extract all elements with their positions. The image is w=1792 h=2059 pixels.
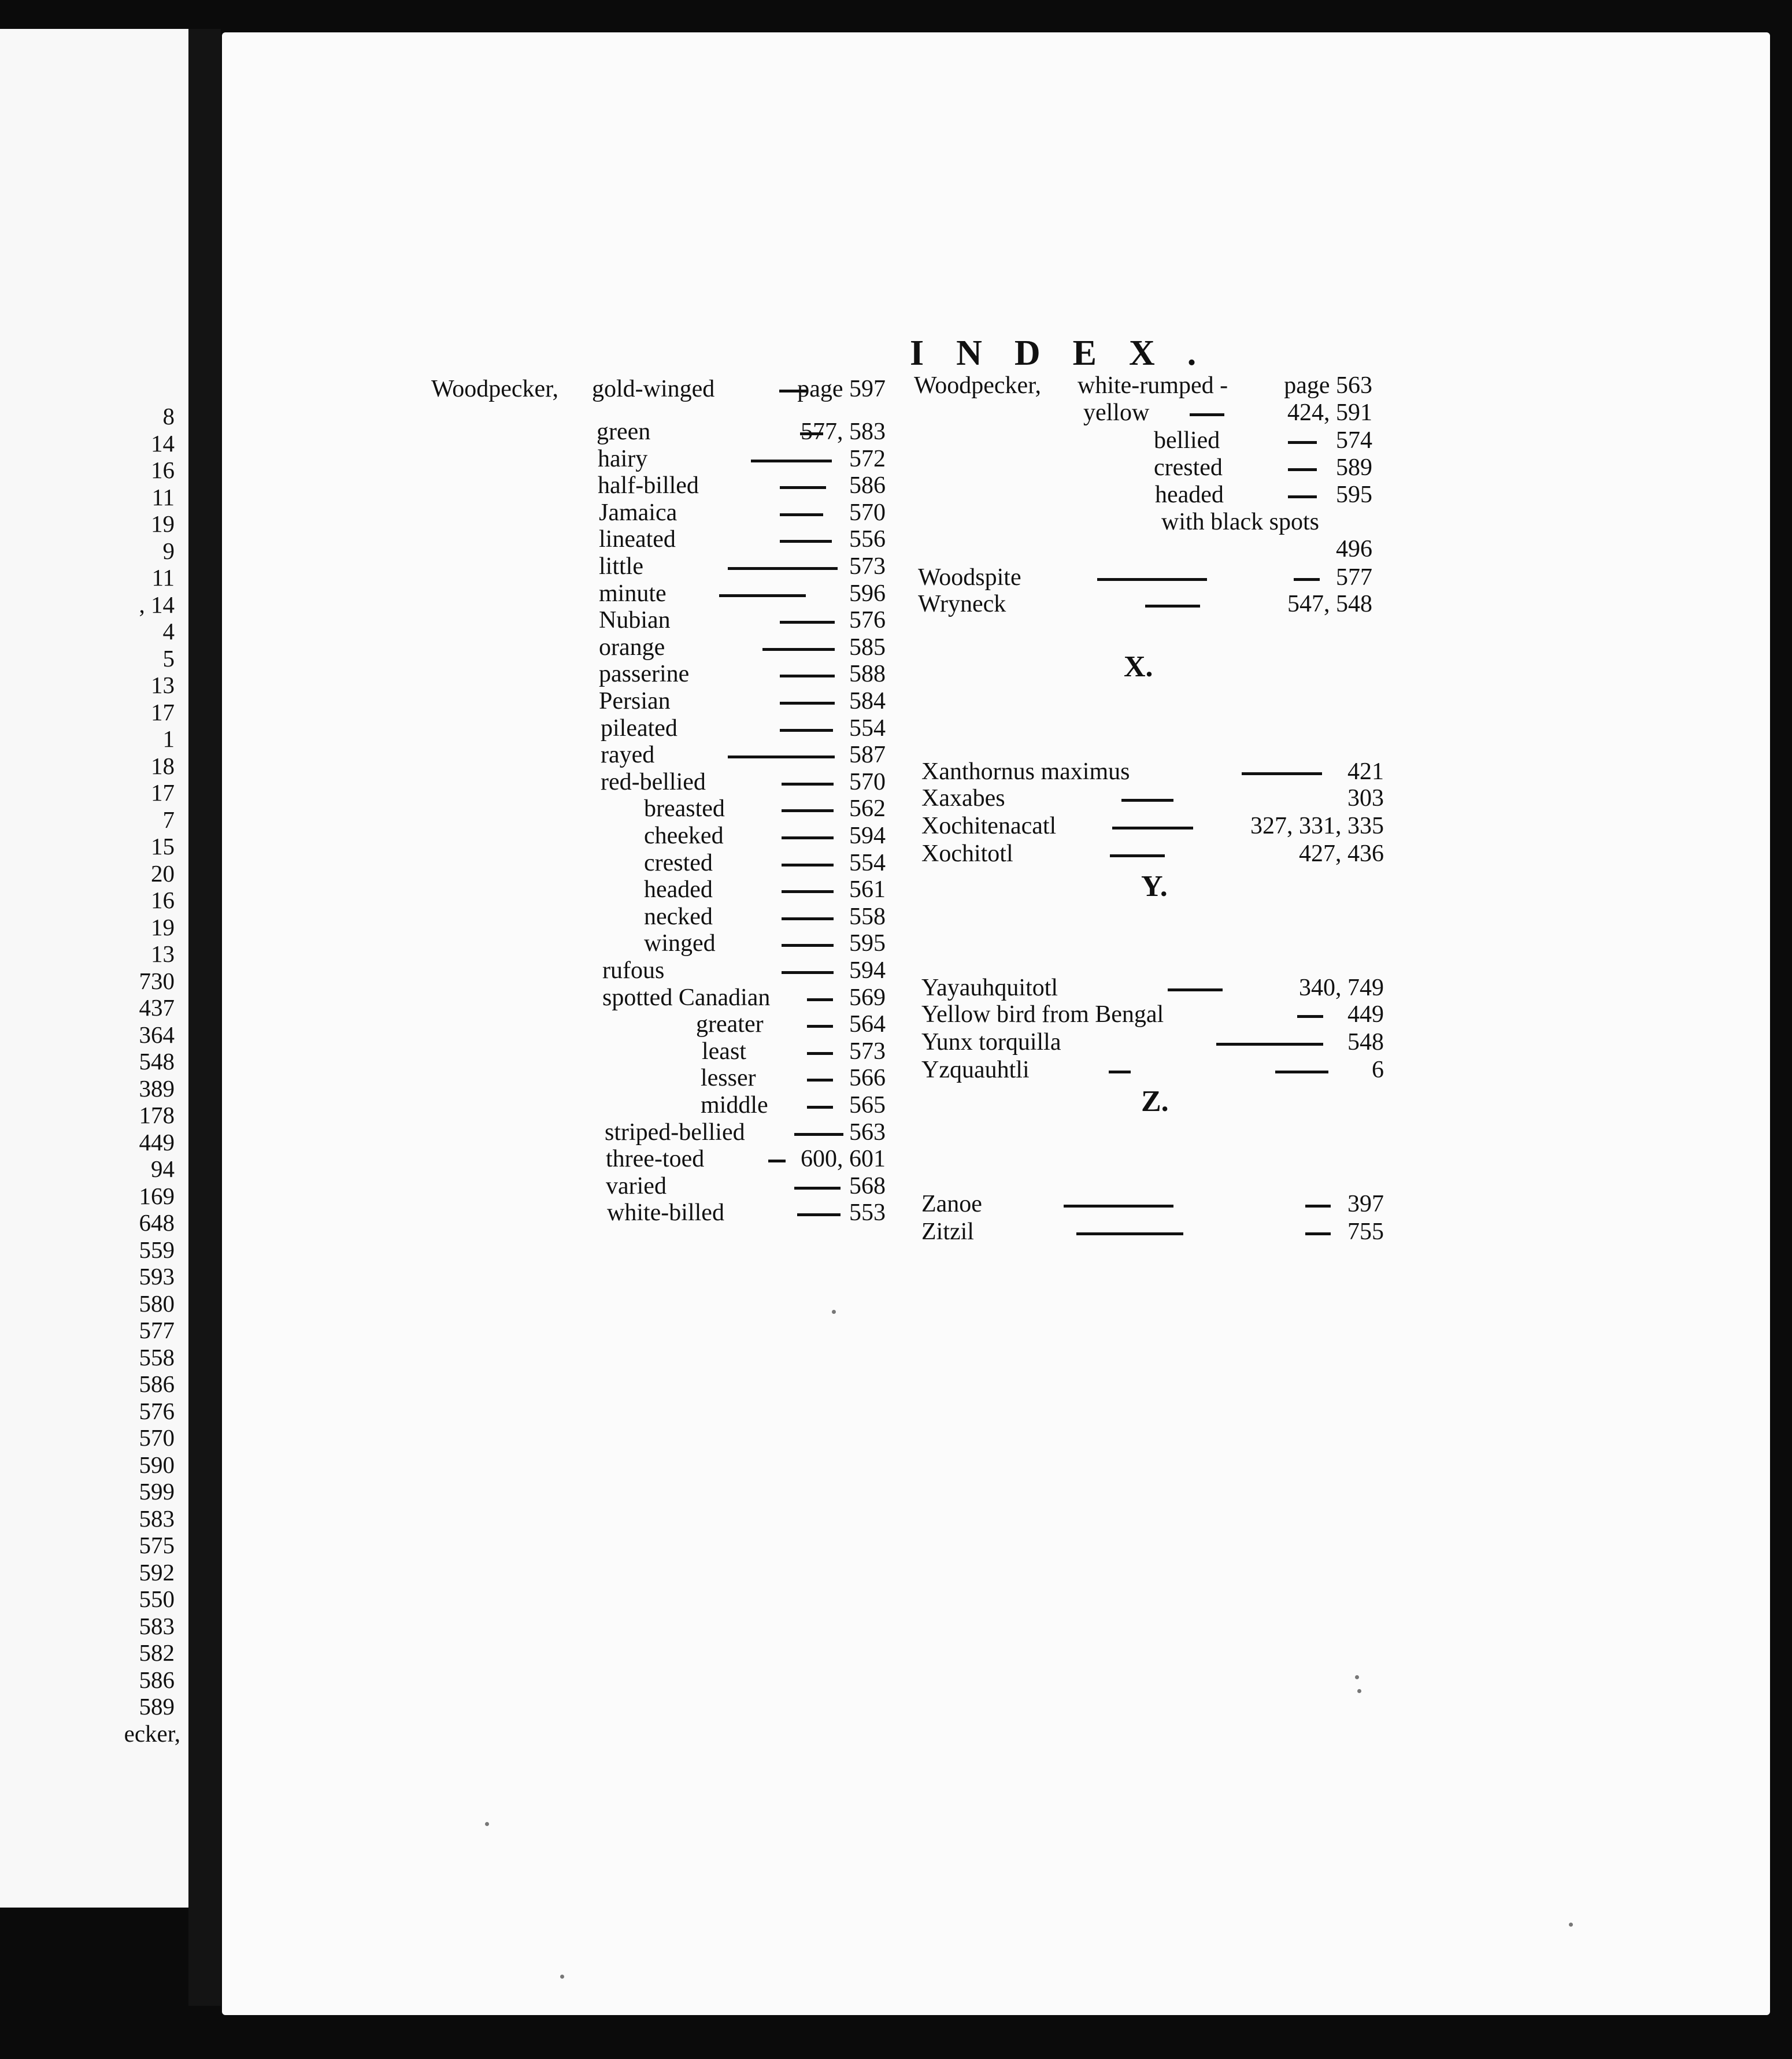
index-entry-label: red-bellied — [601, 768, 706, 795]
leader-dash — [762, 648, 835, 651]
paper-speck — [1355, 1675, 1359, 1679]
previous-page-number: , 14 — [139, 591, 175, 618]
paper-speck — [560, 1975, 564, 1979]
index-entry-label: Xanthornus maximus — [921, 758, 1130, 785]
index-entry-page: 584 — [849, 688, 886, 714]
leader-dash — [1305, 1205, 1331, 1208]
index-entry-label: greater — [696, 1011, 764, 1038]
index-entry-label: gold-winged — [592, 376, 715, 402]
index-entry-label: minute — [599, 580, 667, 607]
leader-dash — [780, 621, 835, 624]
leader-dash — [1064, 1205, 1173, 1208]
index-entry-page: 303 — [1347, 785, 1384, 812]
index-entry-label: Zanoe — [921, 1191, 982, 1217]
previous-page-number: 178 — [139, 1102, 175, 1128]
index-entry-page: 587 — [849, 742, 886, 769]
leader-dash — [782, 783, 834, 786]
index-entry-label: bellied — [1154, 427, 1220, 454]
index-entry-label: rayed — [601, 742, 655, 769]
index-entry-page: 573 — [849, 553, 886, 580]
index-entry-label: striped-bellied — [605, 1119, 745, 1146]
previous-page-number: 19 — [151, 510, 175, 537]
index-entry-label: winged — [644, 930, 716, 957]
index-entry-page: 596 — [849, 580, 886, 607]
leader-dash — [1190, 413, 1224, 416]
previous-page-number: 599 — [139, 1478, 175, 1505]
previous-page-number: 8 — [162, 403, 175, 429]
previous-page-number: 593 — [139, 1263, 175, 1290]
leader-dash — [768, 1160, 786, 1162]
previous-page-number: 558 — [139, 1343, 175, 1371]
index-entry-page: 577 — [1336, 564, 1372, 591]
leader-dash — [807, 1079, 833, 1082]
previous-page-number: 13 — [151, 672, 175, 698]
leader-dash — [797, 1213, 841, 1216]
index-entry-page: 427, 436 — [1299, 840, 1384, 867]
index-entry-page: 561 — [849, 876, 886, 903]
book-spine — [188, 29, 221, 2006]
index-entry-page: 594 — [849, 823, 886, 849]
leader-dash — [780, 702, 835, 705]
previous-page-number: 18 — [151, 752, 175, 779]
index-entry-label: lesser — [701, 1065, 756, 1092]
index-entry-label: lineated — [599, 526, 676, 553]
previous-page-number: 15 — [151, 833, 175, 860]
index-entry-label: orange — [599, 634, 665, 661]
previous-page-number: 169 — [139, 1182, 175, 1209]
leader-dash — [782, 890, 834, 893]
leader-dash — [807, 1025, 833, 1028]
previous-page-number: 449 — [139, 1128, 175, 1156]
leader-dash — [780, 729, 833, 732]
paper-speck — [1569, 1923, 1573, 1927]
index-entry-page: 568 — [849, 1172, 886, 1199]
index-entry-page: 449 — [1347, 1001, 1384, 1028]
index-entry-label: Yzquauhtli — [921, 1057, 1030, 1083]
previous-page-number: 559 — [139, 1236, 175, 1263]
leader-dash — [807, 998, 833, 1001]
previous-page-number: 20 — [151, 860, 175, 887]
index-entry-label: Xaxabes — [921, 785, 1005, 812]
leader-dash — [1110, 854, 1165, 857]
previous-page-number: 437 — [139, 994, 175, 1021]
index-entry-page: 566 — [849, 1065, 886, 1092]
index-entry-page: 554 — [849, 849, 886, 876]
leader-dash — [782, 836, 834, 839]
previous-page-number: 586 — [139, 1666, 175, 1693]
index-entry-label: spotted Canadian — [602, 984, 771, 1011]
index-entry-label: yellow — [1083, 399, 1150, 426]
index-entry-page: page 597 — [797, 376, 886, 402]
section-letter-x: X. — [1124, 650, 1153, 683]
index-entry-page: 570 — [849, 499, 886, 526]
leader-dash — [782, 944, 834, 947]
index-entry-label: Yunx torquilla — [921, 1029, 1061, 1056]
index-entry-page: 595 — [849, 930, 886, 957]
index-entry-label: necked — [644, 903, 713, 930]
previous-page-number: 583 — [139, 1612, 175, 1639]
previous-page-number: 590 — [139, 1451, 175, 1478]
previous-page-number: 592 — [139, 1558, 175, 1586]
leader-dash — [780, 486, 826, 489]
leader-dash — [1288, 441, 1317, 444]
index-entry-page: 564 — [849, 1011, 886, 1038]
previous-page-number: 17 — [151, 779, 175, 806]
leader-dash — [751, 460, 832, 462]
index-entry-page: 547, 548 — [1287, 591, 1372, 617]
index-entry-page: 562 — [849, 795, 886, 823]
previous-page-number: 364 — [139, 1021, 175, 1048]
leader-dash — [1294, 578, 1320, 581]
leader-dash — [780, 513, 823, 516]
previous-page-number: 5 — [162, 645, 175, 672]
previous-page-number: 11 — [151, 564, 175, 591]
leader-dash — [1145, 605, 1200, 608]
index-entry-label: Yellow bird from Bengal — [921, 1001, 1164, 1028]
leader-dash — [782, 809, 834, 812]
leader-dash — [1288, 468, 1317, 471]
previous-page-number: 11 — [151, 483, 175, 510]
index-entry-page: 577, 583 — [801, 419, 886, 445]
index-entry-page: 6 — [1372, 1057, 1384, 1083]
previous-page-fragment — [0, 29, 190, 1908]
index-entry-label: pileated — [601, 714, 677, 742]
leader-dash — [780, 540, 832, 543]
leader-dash — [1097, 578, 1207, 581]
leader-dash — [1121, 799, 1173, 802]
index-entry-label: with black spots — [1161, 509, 1319, 535]
previous-page-number: 648 — [139, 1209, 175, 1236]
index-entry-label: Woodspite — [918, 564, 1021, 591]
page-title: INDEX. — [910, 334, 1229, 373]
leader-dash — [1168, 988, 1223, 991]
index-entry-page: 553 — [849, 1199, 886, 1227]
index-entry-label: white-billed — [607, 1199, 724, 1227]
previous-page-number: 576 — [139, 1397, 175, 1424]
index-entry-label: Yayauhquitotl — [921, 975, 1058, 1001]
index-entry-page: 574 — [1336, 427, 1372, 454]
index-entry-label: headed — [644, 876, 713, 903]
previous-page-number: 582 — [139, 1639, 175, 1666]
previous-page-number: 583 — [139, 1505, 175, 1532]
index-entry-label: little — [599, 553, 643, 580]
index-entry-label: middle — [701, 1092, 768, 1119]
previous-page-number: 94 — [151, 1156, 175, 1182]
index-entry-label: Persian — [599, 688, 671, 714]
index-entry-label: green — [597, 419, 651, 445]
index-entry-label: white-rumped - — [1078, 372, 1228, 399]
previous-page-number: 4 — [162, 618, 175, 645]
previous-page-number: 589 — [139, 1693, 175, 1720]
previous-page-number: 9 — [162, 537, 175, 564]
index-entry-label: passerine — [599, 661, 690, 688]
previous-page-number: ecker, — [124, 1720, 180, 1747]
index-entry-label: crested — [644, 849, 713, 876]
index-entry-page: 573 — [849, 1038, 886, 1065]
index-entry-label: Wryneck — [918, 591, 1006, 617]
index-entry-page: 585 — [849, 634, 886, 661]
previous-page-number: 16 — [151, 457, 175, 483]
previous-page-number: 1 — [162, 725, 175, 752]
index-entry-page: 496 — [1336, 536, 1372, 562]
leader-dash — [807, 1052, 833, 1055]
index-entry-label: Zitzil — [921, 1219, 974, 1245]
index-entry-page: 556 — [849, 526, 886, 553]
leader-dash — [782, 917, 834, 920]
leader-dash — [1112, 827, 1193, 829]
previous-page-number: 389 — [139, 1075, 175, 1102]
index-entry-page: 565 — [849, 1092, 886, 1119]
previous-page-number: 548 — [139, 1048, 175, 1075]
index-entry-label: half-billed — [598, 472, 699, 499]
index-entry-page: 586 — [849, 472, 886, 499]
index-entry-page: 600, 601 — [801, 1146, 886, 1173]
index-entry-label: crested — [1154, 454, 1223, 481]
index-entry-page: 327, 331, 335 — [1250, 813, 1384, 839]
leader-dash — [1216, 1043, 1323, 1046]
index-entry-label: Xochitenacatl — [921, 813, 1057, 839]
left-column-head: Woodpecker, — [431, 376, 559, 402]
leader-dash — [728, 567, 838, 570]
leader-dash — [1109, 1071, 1131, 1073]
leader-dash — [780, 675, 835, 677]
previous-page-number: 586 — [139, 1371, 175, 1397]
previous-page-number: 13 — [151, 940, 175, 967]
index-entry-page: 548 — [1347, 1029, 1384, 1056]
previous-page-number: 580 — [139, 1290, 175, 1317]
leader-dash — [1288, 495, 1317, 498]
previous-page-number: 16 — [151, 887, 175, 913]
index-entry-page: 424, 591 — [1287, 399, 1372, 426]
index-entry-page: 421 — [1347, 758, 1384, 785]
index-entry-page: 558 — [849, 903, 886, 930]
leader-dash — [794, 1187, 841, 1190]
previous-page-number: 17 — [151, 698, 175, 725]
leader-dash — [728, 756, 835, 758]
index-entry-page: 755 — [1347, 1219, 1384, 1245]
index-entry-label: cheeked — [644, 823, 724, 849]
index-entry-page: 554 — [849, 714, 886, 742]
index-entry-page: 340, 749 — [1299, 975, 1384, 1001]
previous-page-number: 550 — [139, 1586, 175, 1612]
leader-dash — [1305, 1232, 1331, 1235]
index-entry-label: rufous — [602, 957, 665, 984]
section-letter-z: Z. — [1141, 1085, 1169, 1118]
index-entry-page: 572 — [849, 445, 886, 472]
leader-dash — [1296, 772, 1322, 775]
index-entry-page: page 563 — [1284, 372, 1372, 399]
previous-page-number: 570 — [139, 1424, 175, 1451]
previous-page-number: 7 — [162, 806, 175, 833]
leader-dash — [1297, 1015, 1323, 1018]
previous-page-number: 577 — [139, 1317, 175, 1343]
paper-speck — [485, 1822, 489, 1826]
index-entry-page: 570 — [849, 768, 886, 795]
index-entry-page: 594 — [849, 957, 886, 984]
index-entry-label: headed — [1155, 482, 1224, 508]
index-entry-label: breasted — [644, 795, 725, 823]
index-entry-label: hairy — [598, 445, 648, 472]
leader-dash — [807, 1106, 833, 1109]
index-entry-page: 576 — [849, 607, 886, 634]
paper-speck — [1357, 1689, 1361, 1693]
index-entry-page: 588 — [849, 661, 886, 688]
index-entry-label: Xochitotl — [921, 840, 1013, 867]
index-entry-page: 589 — [1336, 454, 1372, 481]
leader-dash — [782, 971, 834, 974]
index-entry-page: 595 — [1336, 482, 1372, 508]
previous-page-number: 575 — [139, 1532, 175, 1558]
index-entry-page: 397 — [1347, 1191, 1384, 1217]
previous-page-number: 730 — [139, 967, 175, 994]
leader-dash — [1275, 1071, 1328, 1073]
index-entry-page: 569 — [849, 984, 886, 1011]
previous-page-number: 14 — [151, 429, 175, 457]
index-entry-label: Nubian — [599, 607, 671, 634]
leader-dash — [1076, 1232, 1183, 1235]
index-entry-label: varied — [606, 1172, 667, 1199]
leader-dash — [719, 594, 806, 597]
index-page — [222, 32, 1770, 2015]
previous-page-number: 19 — [151, 913, 175, 940]
index-entry-page: 563 — [849, 1119, 886, 1146]
index-entry-label: least — [702, 1038, 746, 1065]
right-column-head: Woodpecker, — [914, 372, 1042, 399]
leader-dash — [782, 864, 834, 866]
section-letter-y: Y. — [1141, 870, 1168, 903]
index-entry-label: Jamaica — [599, 499, 677, 526]
index-entry-label: three-toed — [606, 1146, 705, 1173]
paper-speck — [832, 1310, 836, 1314]
leader-dash — [794, 1133, 843, 1136]
